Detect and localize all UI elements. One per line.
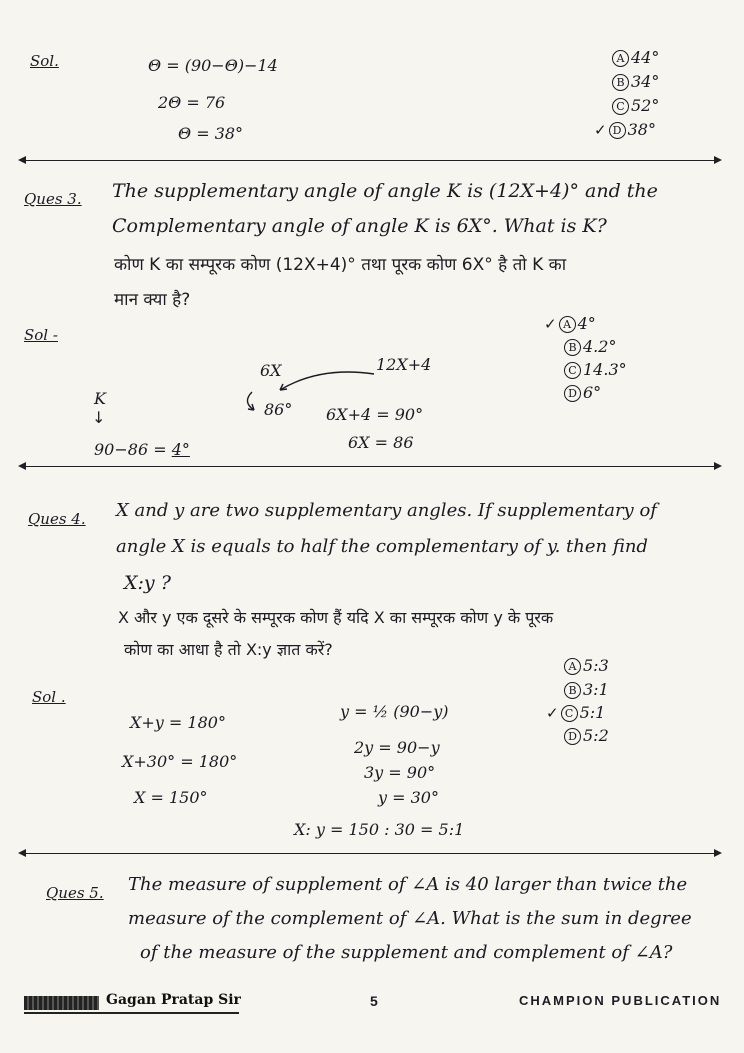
section-divider xyxy=(20,853,720,854)
footer-decor-bar xyxy=(24,996,99,1010)
q5-label: Ques 5. xyxy=(46,884,104,902)
sol3-result xyxy=(94,440,190,459)
q3-english-line-1: The supplementary angle of angle K is (12X+4)° and the xyxy=(112,180,658,202)
sol1-tick-d: ✓ xyxy=(594,121,607,139)
option-letter-circle: B xyxy=(564,339,581,356)
q4-hindi-line-2: कोण का आधा है तो X:y ज्ञात करें? xyxy=(124,640,333,659)
sol3-option-b xyxy=(564,337,616,356)
q5-line-3: of the measure of the supplement and complement of ∠A? xyxy=(140,942,673,963)
option-value: 34° xyxy=(631,72,660,91)
section-divider xyxy=(20,160,720,161)
sol3-option-d xyxy=(564,383,601,402)
option-letter-circle: B xyxy=(564,682,581,699)
option-value: 4.2° xyxy=(583,337,617,356)
sol1-option-a xyxy=(610,48,659,67)
sol4-tick-c: ✓ xyxy=(546,704,559,722)
sol4-label: Sol . xyxy=(32,688,66,706)
q3-hindi-line-2: मान क्या है? xyxy=(114,290,191,310)
option-value: 52° xyxy=(631,96,660,115)
sol1-label: Sol. xyxy=(30,52,59,70)
sol3-k-label: K xyxy=(94,389,106,408)
q4-hindi-line-1: X और y एक दूसरे के सम्पूरक कोण हैं यदि X का सम्पूरक कोण y के पूरक xyxy=(118,608,554,627)
option-value: 5:3 xyxy=(583,656,609,675)
sol4-ratio: X: y = 150 : 30 = 5:1 xyxy=(294,820,465,839)
sol4-right-3: 3y = 90° xyxy=(364,763,436,782)
option-value: 44° xyxy=(631,48,660,67)
sol3-result-value: 4° xyxy=(171,440,190,459)
footer-rule xyxy=(24,1012,239,1014)
sol4-option-b xyxy=(564,680,609,699)
q4-english-line-1: X and y are two supplementary angles. If supplementary of xyxy=(116,500,657,521)
q5-line-2: measure of the complement of ∠A. What is the sum in degree xyxy=(128,908,692,929)
footer-author: Gagan Pratap Sir xyxy=(106,992,241,1008)
sol3-option-a xyxy=(544,314,596,333)
sol1-option-c xyxy=(610,96,659,115)
sol4-left-1: X+y = 180° xyxy=(130,713,226,732)
sol4-right-4: y = 30° xyxy=(378,788,439,807)
sol3-eighty-six: 86° xyxy=(264,400,293,419)
sol4-option-d xyxy=(564,726,609,745)
q4-english-line-3: X:y ? xyxy=(124,572,171,594)
option-value: 3:1 xyxy=(583,680,609,699)
sol4-right-2: 2y = 90−y xyxy=(354,738,440,757)
option-value: 6° xyxy=(583,383,602,402)
sol3-six-x: 6X xyxy=(260,361,282,380)
option-letter-circle: C xyxy=(612,98,629,115)
sol1-option-d xyxy=(594,120,656,139)
option-value: 14.3° xyxy=(583,360,627,379)
option-letter-circle: A xyxy=(559,316,576,333)
q3-label: Ques 3. xyxy=(24,190,82,208)
q4-label: Ques 4. xyxy=(28,510,86,528)
sol3-label: Sol - xyxy=(24,326,58,344)
q5-line-1: The measure of supplement of ∠A is 40 larger than twice the xyxy=(128,874,688,895)
sol4-right-1: y = ½ (90−y) xyxy=(340,702,449,721)
option-value: 5:1 xyxy=(579,703,606,722)
option-value: 4° xyxy=(577,314,596,333)
sol1-option-b xyxy=(610,72,659,91)
page-number: 5 xyxy=(370,993,378,1009)
option-letter-circle: C xyxy=(561,705,578,722)
sol1-eq-1: Θ = (90−Θ)−14 xyxy=(148,56,278,75)
q3-hindi-line-1: कोण K का सम्पूरक कोण (12X+4)° तथा पूरक कोण 6X° है तो K का xyxy=(114,255,567,275)
option-letter-circle: D xyxy=(564,728,581,745)
q4-english-line-2: angle X is equals to half the complementary of y. then find xyxy=(116,536,648,557)
option-letter-circle: B xyxy=(612,74,629,91)
option-letter-circle: A xyxy=(564,658,581,675)
sol4-option-a xyxy=(564,656,609,675)
sol3-eq-1: 6X+4 = 90° xyxy=(326,405,424,424)
option-letter-circle: D xyxy=(609,122,626,139)
option-value: 5:2 xyxy=(583,726,609,745)
option-letter-circle: A xyxy=(612,50,629,67)
sol3-twelve-x: 12X+4 xyxy=(376,355,432,374)
down-arrow-icon: ↓ xyxy=(92,408,106,427)
sol4-option-c xyxy=(546,703,605,722)
page-footer xyxy=(24,992,734,1018)
sol3-tick-a: ✓ xyxy=(544,315,557,333)
sol4-left-2: X+30° = 180° xyxy=(122,752,238,771)
sol1-eq-3: Θ = 38° xyxy=(178,124,244,143)
section-divider xyxy=(20,466,720,467)
sol3-eq-2: 6X = 86 xyxy=(348,433,414,452)
q3-english-line-2: Complementary angle of angle K is 6X°. What is K? xyxy=(112,215,607,237)
sol3-result-text: 90−86 = xyxy=(94,440,172,459)
sol3-option-c xyxy=(564,360,627,379)
sol4-left-3: X = 150° xyxy=(134,788,208,807)
option-letter-circle: C xyxy=(564,362,581,379)
option-value: 38° xyxy=(627,120,656,139)
sol1-eq-2: 2Θ = 76 xyxy=(158,93,226,112)
option-letter-circle: D xyxy=(564,385,581,402)
publisher-logo: CHAMPION PUBLICATION xyxy=(519,993,722,1008)
